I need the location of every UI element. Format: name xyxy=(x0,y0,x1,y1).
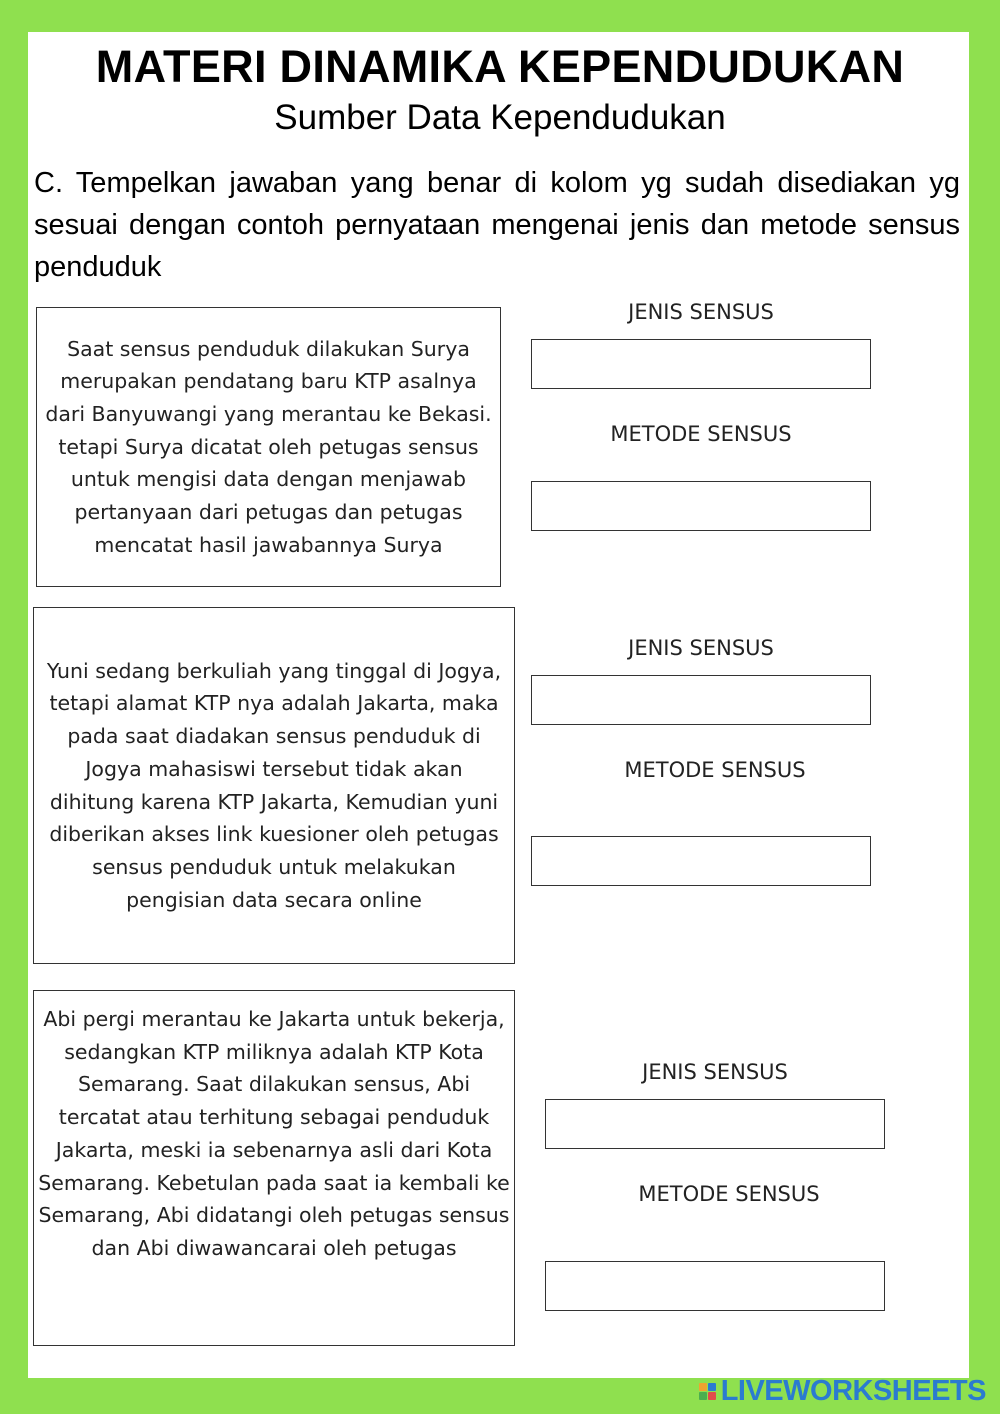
liveworksheets-logo-icon xyxy=(699,1383,716,1400)
question-1-metode-answer-box[interactable] xyxy=(531,481,871,531)
question-3-jenis-label: JENIS SENSUS xyxy=(642,1060,788,1084)
page-subtitle: Sumber Data Kependudukan xyxy=(274,98,726,137)
question-2-metode-label: METODE SENSUS xyxy=(624,758,806,782)
question-1-jenis-answer-box[interactable] xyxy=(531,339,871,389)
question-2-text: Yuni sedang berkuliah yang tinggal di Jogya, tetapi alamat KTP nya adalah Jakarta, maka pada saat diadakan sensus penduduk di Jogya mahasiswi tersebut tidak akan dihitung karena KTP Jakarta, Kemudian yuni diberikan akses link kuesioner oleh petugas sensus penduduk untuk melakukan pengisian data secara online xyxy=(46,658,502,912)
question-3-metode-label: METODE SENSUS xyxy=(638,1182,820,1206)
question-3-jenis-answer-box[interactable] xyxy=(545,1099,885,1149)
instruction-text: C. Tempelkan jawaban yang benar di kolom yg sudah disediakan yg sesuai dengan contoh pernyataan mengenai jenis dan metode sensus penduduk xyxy=(34,167,960,283)
question-2-box xyxy=(33,607,515,964)
brand-name: LIVEWORKSHEETS xyxy=(720,1374,986,1407)
question-1-metode-label: METODE SENSUS xyxy=(610,422,792,446)
page-title: MATERI DINAMIKA KEPENDUDUKAN xyxy=(95,41,905,92)
question-3-metode-answer-box[interactable] xyxy=(545,1261,885,1311)
question-1-text: Saat sensus penduduk dilakukan Surya merupakan pendatang baru KTP asalnya dari Banyuwangi yang merantau ke Bekasi. tetapi Surya dicatat oleh petugas sensus untuk mengisi data dengan menjawab pertanyaan dari petugas dan petugas mencatat hasil jawabannya Surya xyxy=(45,336,492,557)
question-2-jenis-answer-box[interactable] xyxy=(531,675,871,725)
liveworksheets-brand[interactable] xyxy=(699,1374,986,1408)
question-3-text: Abi pergi merantau ke Jakarta untuk bekerja, sedangkan KTP miliknya adalah KTP Kota Semarang. Saat dilakukan sensus, Abi tercatat atau terhitung sebagai penduduk Jakarta, meski ia sebenarnya asli dari Kota Semarang. Kebetulan pada saat ia kembali ke Semarang, Abi didatangi oleh petugas sensus dan Abi diwawancarai oleh petugas xyxy=(38,1007,510,1260)
question-2-jenis-label: JENIS SENSUS xyxy=(628,636,774,660)
question-2-metode-answer-box[interactable] xyxy=(531,836,871,886)
question-1-jenis-label: JENIS SENSUS xyxy=(628,300,774,324)
question-3-box xyxy=(33,990,515,1346)
question-1-box xyxy=(36,307,501,587)
